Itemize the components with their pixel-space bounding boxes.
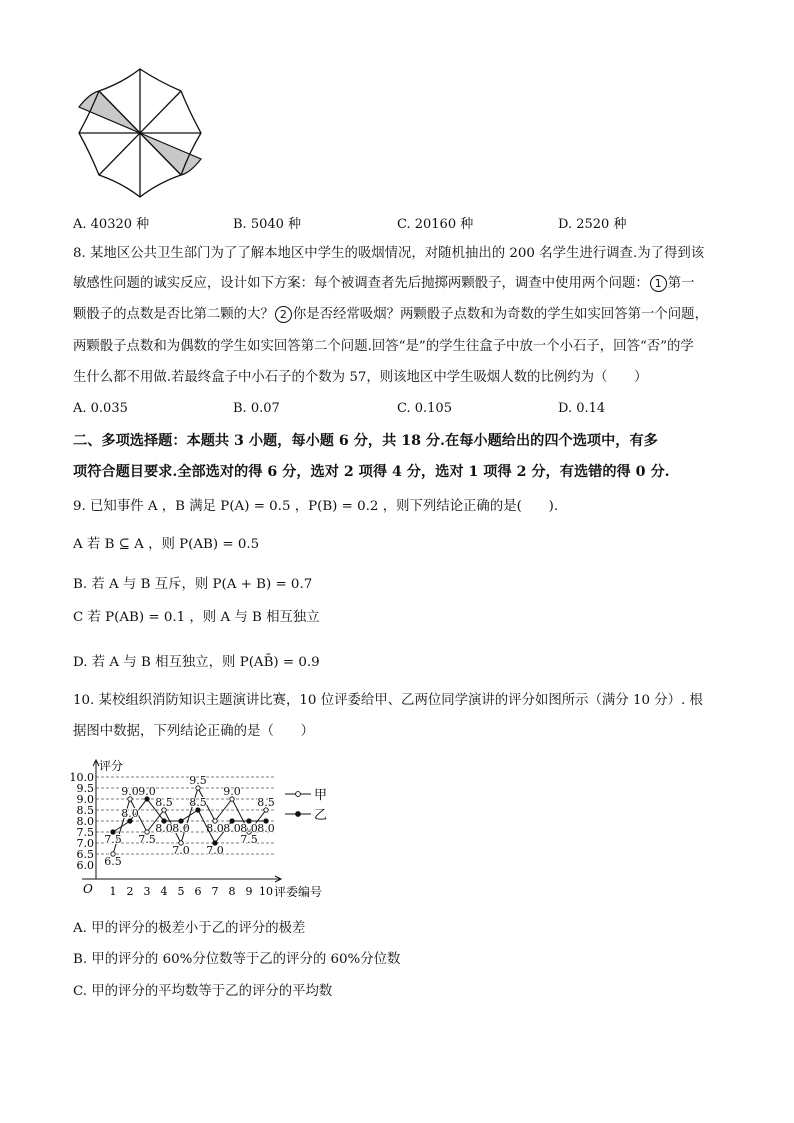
q8-line-3-text: 颗骰子的点数是否比第二颗的大？ <box>73 307 274 322</box>
series-yi-data-label: 8.0 <box>121 807 139 820</box>
shaded-sector-right <box>140 133 201 175</box>
q9-option-c: C 若 P(AB) = 0.1 ，则 A 与 B 相互独立 <box>73 610 320 625</box>
y-tick-label: 8.5 <box>76 804 94 817</box>
q8-line-1: 8. 某地区公共卫生部门为了了解本地区中学生的吸烟情况，对随机抽出的 200 名学生进行调查.为了得到该 <box>73 246 705 261</box>
q8-line-2 <box>73 274 695 294</box>
series-yi-data-label: 7.0 <box>206 844 224 857</box>
legend-yi-label: 乙 <box>314 808 328 823</box>
y-tick-label: 9.5 <box>76 782 94 795</box>
x-tick-label: 2 <box>126 885 134 897</box>
series-jia-data-label: 7.5 <box>138 833 156 846</box>
x-tick-label: 3 <box>143 885 151 897</box>
q9-option-a: A 若 B ⊆ A ，则 P(AB) = 0.5 <box>73 537 260 552</box>
q7-option-d: D. 2520 种 <box>558 217 627 232</box>
score-line-chart <box>70 757 360 897</box>
series-yi-data-label: 8.0 <box>155 822 173 835</box>
octagon-figure <box>70 63 210 203</box>
q10-option-b: B. 甲的评分的 60%分位数等于乙的评分的 60%分位数 <box>73 952 401 967</box>
q7-option-a: A. 40320 种 <box>73 217 150 232</box>
series-yi-data-label: 8.0 <box>257 822 275 835</box>
section2-line-2: 项符合题目要求.全部选对的得 6 分，选对 2 项得 4 分，选对 1 项得 2 分，有选错的得 0 分. <box>73 464 670 480</box>
q9-option-b: B. 若 A 与 B 互斥，则 P(A + B) = 0.7 <box>73 577 313 592</box>
series-yi-data-label: 8.0 <box>240 822 258 835</box>
y-tick-label: 6.0 <box>76 859 94 872</box>
series-jia-data-label: 8.5 <box>155 796 173 809</box>
x-tick-label: 8 <box>228 885 236 897</box>
legend-yi-marker <box>296 812 301 817</box>
series-jia-data-label: 6.5 <box>104 855 122 868</box>
shaded-sector-left <box>79 91 140 133</box>
q7-option-c: C. 20160 种 <box>397 217 474 232</box>
y-tick-label: 9.0 <box>76 793 94 806</box>
y-tick-label: 6.5 <box>76 848 94 861</box>
x-axis-label: 评委编号 <box>274 885 323 897</box>
series-jia-data-label: 9.0 <box>121 785 139 798</box>
series-yi-data-label: 8.0 <box>172 822 190 835</box>
q7-option-b: B. 5040 种 <box>233 217 302 232</box>
circled-number-1: 1 <box>650 275 667 292</box>
circled-number-2: 2 <box>275 306 292 323</box>
origin-label: O <box>83 882 93 896</box>
q8-option-c: C. 0.105 <box>397 401 452 416</box>
x-tick-label: 1 <box>109 885 117 897</box>
q8-line-3-tail: 你是否经常吸烟？两颗骰子点数和为奇数的学生如实回答第一个问题， <box>292 307 708 322</box>
y-tick-label: 10.0 <box>70 771 94 784</box>
q8-option-b: B. 0.07 <box>233 401 280 416</box>
q9-option-d: D. 若 A 与 B 相互独立，则 P(AB̄) = 0.9 <box>73 655 320 670</box>
q8-line-2-tail: 第一 <box>667 276 695 291</box>
y-tick-label: 8.0 <box>76 815 94 828</box>
q8-option-a: A. 0.035 <box>73 401 128 416</box>
q10-line-1: 10. 某校组织消防知识主题演讲比赛，10 位评委给甲、乙两位同学演讲的评分如图所示（满分 10 分）. 根 <box>73 693 703 708</box>
q8-line-4: 两颗骰子点数和为偶数的学生如实回答第二个问题.回答“是”的学生往盒子中放一个小石子，回答“否”的学 <box>73 339 694 354</box>
q8-option-d: D. 0.14 <box>558 401 606 416</box>
x-tick-label: 6 <box>194 885 202 897</box>
y-axis-label: 评分 <box>99 759 124 773</box>
x-tick-label: 4 <box>160 885 168 897</box>
series-jia-data-label: 9.0 <box>223 785 241 798</box>
x-tick-label: 9 <box>245 885 253 897</box>
q9-stem: 9. 已知事件 A ，B 满足 P(A) = 0.5 ，P(B) = 0.2 ，则下列结论正确的是( ). <box>73 499 559 514</box>
series-jia-data-label: 9.5 <box>189 774 207 787</box>
y-tick-label: 7.5 <box>76 826 94 839</box>
x-tick-label: 10 <box>259 885 273 897</box>
series-yi-data-label: 8.5 <box>189 796 207 809</box>
octagon-outline <box>79 69 201 197</box>
series-yi-data-label: 7.5 <box>104 833 122 846</box>
series-jia-data-label: 7.0 <box>172 844 190 857</box>
q10-line-2: 据图中数据，下列结论正确的是（ ） <box>73 724 315 739</box>
legend-jia-marker <box>296 792 301 797</box>
q8-line-5: 生什么都不用做.若最终盒子中小石子的个数为 57，则该地区中学生吸烟人数的比例约为（ ） <box>73 370 648 385</box>
q10-option-a: A. 甲的评分的极差小于乙的评分的极差 <box>73 921 306 936</box>
q8-line-2-text: 敏感性问题的诚实反应，设计如下方案：每个被调查者先后抛掷两颗骰子，调查中使用两个问题： <box>73 276 649 291</box>
series-yi-data-label: 9.0 <box>138 785 156 798</box>
q8-line-3 <box>73 305 708 325</box>
series-jia-data-label: 7.5 <box>240 833 258 846</box>
series-jia-data-label: 8.0 <box>206 822 224 835</box>
y-tick-label: 7.0 <box>76 837 94 850</box>
legend-jia-label: 甲 <box>314 788 328 803</box>
x-tick-label: 7 <box>211 885 219 897</box>
series-yi-data-label: 8.0 <box>223 822 241 835</box>
series-jia-data-label: 8.5 <box>257 796 275 809</box>
section2-line-1: 二、多项选择题：本题共 3 小题，每小题 6 分，共 18 分.在每小题给出的四个选项中，有多 <box>73 433 658 449</box>
x-tick-label: 5 <box>177 885 185 897</box>
q10-option-c: C. 甲的评分的平均数等于乙的评分的平均数 <box>73 984 333 999</box>
